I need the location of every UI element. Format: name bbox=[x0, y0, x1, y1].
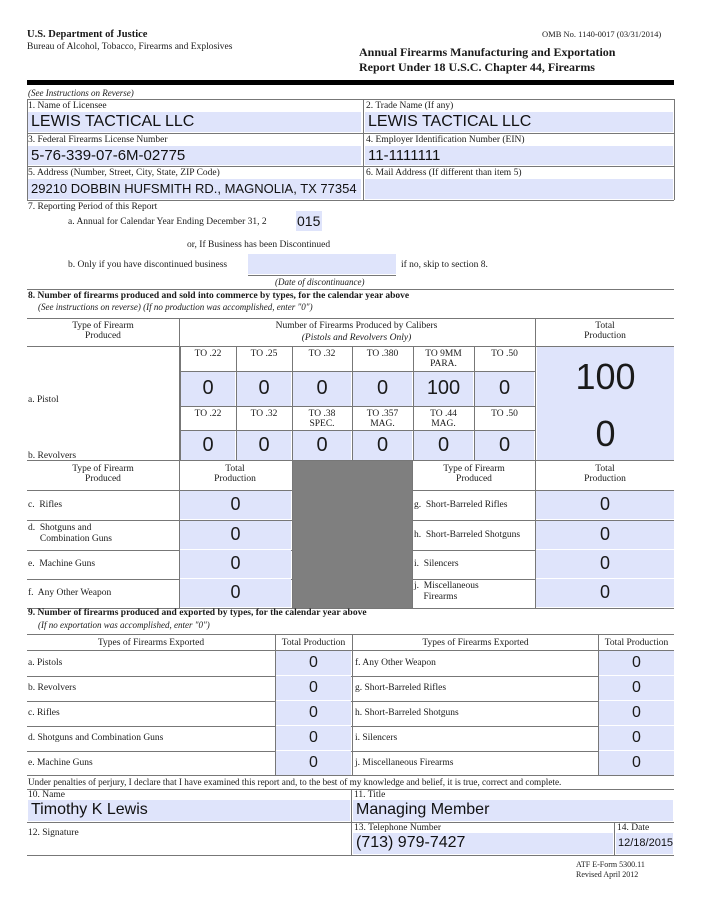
title-value: Managing Member bbox=[356, 801, 490, 818]
export-right-total-value: 0 bbox=[632, 729, 641, 746]
revolver-total-field[interactable] bbox=[537, 407, 674, 460]
row-label-rifles: c. Rifles bbox=[28, 500, 63, 510]
phone-field[interactable] bbox=[353, 833, 613, 854]
pistol-total-field[interactable] bbox=[537, 347, 674, 407]
name-label: 10. Name bbox=[28, 790, 65, 800]
export-row-label-right: i. Silencers bbox=[355, 733, 398, 743]
export-right-total-value: 0 bbox=[632, 654, 641, 671]
pistol-label: a. Pistol bbox=[28, 395, 59, 405]
pistol-caliber-value: 0 bbox=[498, 377, 511, 399]
grid-rule bbox=[292, 347, 293, 406]
export-row-label-left: e. Machine Guns bbox=[28, 758, 93, 768]
ffl-value: 5-76-339-07-6M-02775 bbox=[31, 147, 186, 164]
revised-date: Revised April 2012 bbox=[576, 870, 639, 879]
grid-rule bbox=[180, 347, 181, 406]
export-row-label-right: f. Any Other Weapon bbox=[355, 658, 436, 668]
grid-rule bbox=[292, 407, 293, 460]
silencers-total-value: 0 bbox=[599, 553, 610, 573]
date-value: 12/18/2015 bbox=[618, 837, 674, 849]
row-label-misc-firearms: j. Miscellaneous Firearms bbox=[414, 581, 479, 602]
export-left-total-value: 0 bbox=[309, 729, 318, 746]
discontinued-b-text: b. Only if you have discontinued business bbox=[68, 260, 228, 270]
export-left-total-value: 0 bbox=[309, 754, 318, 771]
grid-rule bbox=[474, 407, 475, 460]
revolver-caliber-value: 0 bbox=[202, 434, 214, 456]
annual-text: a. Annual for Calendar Year Ending December 31, 2 bbox=[68, 217, 267, 227]
bureau-name: Bureau of Alcohol, Tobacco, Firearms and Explosives bbox=[27, 42, 233, 52]
exported-total-header-left: Total Production bbox=[281, 638, 346, 648]
calibers-header: Number of Firearms Produced by Calibers bbox=[275, 321, 438, 331]
other-total-header-right: Total Production bbox=[584, 464, 626, 484]
title-field[interactable] bbox=[353, 800, 673, 821]
row-label-silencers: i. Silencers bbox=[414, 559, 459, 569]
revolver-caliber-value: 0 bbox=[316, 434, 328, 456]
discontinued-text: or, If Business has been Discontinued bbox=[187, 240, 331, 250]
reporting-period-label: 7. Reporting Period of this Report bbox=[28, 202, 158, 212]
phone-label: 13. Telephone Number bbox=[354, 823, 442, 833]
trade-name-value: LEWIS TACTICAL LLC bbox=[368, 113, 532, 130]
export-right-total-value: 0 bbox=[632, 754, 641, 771]
row-label-short-barreled-shotguns: h. Short-Barreled Shotguns bbox=[414, 530, 521, 540]
export-left-total-value: 0 bbox=[309, 704, 318, 721]
grid-rule bbox=[180, 406, 535, 407]
licensee-value: LEWIS TACTICAL LLC bbox=[31, 113, 195, 130]
pistol-caliber-value: 0 bbox=[376, 377, 389, 399]
omb-number: OMB No. 1140-0017 (03/31/2014) bbox=[542, 29, 662, 39]
grid-rule bbox=[413, 347, 414, 406]
row-label-shotguns: d. Shotguns and Combination Guns bbox=[28, 523, 112, 544]
rifles-total-value: 0 bbox=[230, 494, 241, 514]
date-label: 14. Date bbox=[617, 823, 650, 833]
total-production-header: Total Production bbox=[584, 321, 626, 341]
calibers-subheader: (Pistols and Revolvers Only) bbox=[301, 333, 412, 343]
revolver-caliber-label: TO .44 MAG. bbox=[430, 409, 457, 429]
discontinuance-date-field[interactable] bbox=[248, 254, 396, 274]
header-rule bbox=[27, 80, 674, 85]
exported-types-header-left: Types of Firearms Exported bbox=[97, 638, 205, 648]
date-field[interactable] bbox=[616, 833, 673, 854]
revolver-caliber-label: TO .357 MAG. bbox=[366, 409, 399, 429]
export-right-total-value: 0 bbox=[632, 679, 641, 696]
revolver-caliber-label: TO .50 bbox=[491, 409, 518, 419]
section9-title: 9. Number of firearms produced and exported by types, for the calendar year above bbox=[28, 608, 367, 618]
pistol-caliber-value: 0 bbox=[202, 377, 214, 399]
grid-rule bbox=[180, 407, 181, 460]
pistol-caliber-label: TO .50 bbox=[491, 349, 518, 359]
signature-label: 12. Signature bbox=[28, 828, 79, 838]
pistol-caliber-label: TO .25 bbox=[250, 349, 278, 359]
export-left-total-value: 0 bbox=[309, 679, 318, 696]
ein-field[interactable] bbox=[365, 146, 673, 165]
licensee-field[interactable] bbox=[28, 112, 361, 132]
export-left-total-value: 0 bbox=[309, 654, 318, 671]
grid-rule bbox=[352, 347, 353, 406]
pistol-caliber-label: TO .32 bbox=[308, 349, 336, 359]
row-label-machine-guns: e. Machine Guns bbox=[28, 559, 96, 569]
revolver-caliber-label: TO .38 SPEC. bbox=[308, 409, 336, 429]
grid-rule bbox=[180, 430, 535, 431]
name-field[interactable] bbox=[28, 800, 350, 821]
address-label: 5. Address (Number, Street, City, State, ZIP Code) bbox=[28, 168, 220, 178]
address-field[interactable] bbox=[28, 179, 361, 199]
row-label-any-other-weapon: f. Any Other Weapon bbox=[28, 588, 112, 598]
grid-rule bbox=[236, 407, 237, 460]
revolver-label: b. Revolvers bbox=[28, 451, 77, 461]
ffl-label: 3. Federal Firearms License Number bbox=[28, 135, 168, 145]
pistol-caliber-label: TO .22 bbox=[194, 349, 222, 359]
grid-rule bbox=[474, 347, 475, 406]
any-other-weapon-total-value: 0 bbox=[230, 582, 241, 602]
ein-label: 4. Employer Identification Number (EIN) bbox=[366, 135, 525, 145]
form-title-line1: Annual Firearms Manufacturing and Exportation bbox=[359, 45, 616, 59]
machine-guns-total-value: 0 bbox=[230, 553, 241, 573]
pistol-caliber-value: 0 bbox=[316, 377, 328, 399]
row-label-short-barreled-rifles: g. Short-Barreled Rifles bbox=[414, 500, 508, 510]
type-of-firearm-header: Type of Firearm Produced bbox=[72, 321, 134, 341]
address-value: 29210 DOBBIN HUFSMITH RD., MAGNOLIA, TX 77354 bbox=[31, 181, 357, 196]
pistol-total-value: 100 bbox=[575, 356, 636, 397]
export-row-label-right: h. Short-Barreled Shotguns bbox=[355, 708, 459, 718]
other-type-header-left: Type of Firearm Produced bbox=[72, 464, 134, 484]
misc-firearms-total-value: 0 bbox=[599, 582, 610, 602]
revolver-caliber-value: 0 bbox=[498, 434, 511, 456]
mail-address-label: 6. Mail Address (If different than item 5) bbox=[366, 168, 522, 178]
export-row-label-right: j. Miscellaneous Firearms bbox=[355, 758, 454, 768]
gray-block bbox=[292, 461, 412, 608]
mail-address-field[interactable] bbox=[365, 179, 673, 199]
see-instructions: (See Instructions on Reverse) bbox=[28, 88, 134, 98]
grid-rule bbox=[236, 347, 237, 406]
form-title-line2: Report Under 18 U.S.C. Chapter 44, Firearms bbox=[359, 60, 595, 74]
section9-subtitle: (If no exportation was accomplished, enter "0") bbox=[38, 620, 210, 630]
department-name: U.S. Department of Justice bbox=[27, 29, 148, 40]
other-type-header-right: Type of Firearm Produced bbox=[443, 464, 505, 484]
revolver-caliber-value: 0 bbox=[376, 434, 389, 456]
year-value: 015 bbox=[297, 213, 321, 229]
shotguns-total-value: 0 bbox=[230, 524, 241, 544]
short-barreled-shotguns-total-value: 0 bbox=[599, 524, 610, 544]
trade-name-field[interactable] bbox=[365, 112, 673, 132]
revolver-caliber-label: TO .22 bbox=[194, 409, 222, 419]
skip-text: if no, skip to section 8. bbox=[401, 260, 488, 270]
revolver-total-value: 0 bbox=[595, 413, 616, 454]
exported-total-header-right: Total Production bbox=[604, 638, 669, 648]
grid-rule bbox=[413, 407, 414, 460]
section8-subtitle: (See instructions on reverse) (If no production was accomplished, enter "0") bbox=[38, 302, 313, 312]
signature-field[interactable] bbox=[90, 823, 350, 855]
grid-rule bbox=[352, 407, 353, 460]
pistol-caliber-value: 100 bbox=[426, 377, 461, 399]
exported-types-header-right: Types of Firearms Exported bbox=[422, 638, 529, 648]
ffl-field[interactable] bbox=[28, 146, 361, 165]
licensee-label: 1. Name of Licensee bbox=[28, 101, 107, 111]
pistol-caliber-label: TO 9MM PARA. bbox=[425, 349, 462, 369]
export-right-total-value: 0 bbox=[632, 704, 641, 721]
grid-rule bbox=[180, 371, 535, 372]
form-number: ATF E-Form 5300.11 bbox=[576, 860, 645, 869]
export-row-label-left: d. Shotguns and Combination Guns bbox=[28, 733, 164, 743]
short-barreled-rifles-total-value: 0 bbox=[599, 494, 610, 514]
pistol-caliber-label: TO .380 bbox=[366, 349, 399, 359]
name-value: Timothy K Lewis bbox=[31, 801, 148, 818]
export-row-label-right: g. Short-Barreled Rifles bbox=[355, 683, 447, 693]
title-label: 11. Title bbox=[354, 790, 386, 800]
section8-title: 8. Number of firearms produced and sold into commerce by types, for the calendar year above bbox=[28, 291, 410, 301]
year-field[interactable] bbox=[296, 211, 322, 231]
date-caption: (Date of discontinuance) bbox=[275, 277, 365, 287]
export-row-label-left: b. Revolvers bbox=[28, 683, 77, 693]
phone-value: (713) 979-7427 bbox=[356, 834, 466, 851]
ein-value: 11-1111111 bbox=[368, 147, 441, 164]
revolver-caliber-value: 0 bbox=[437, 434, 450, 456]
pistol-caliber-value: 0 bbox=[258, 377, 270, 399]
other-total-header-left: Total Production bbox=[214, 464, 256, 484]
revolver-caliber-label: TO .32 bbox=[250, 409, 278, 419]
trade-name-label: 2. Trade Name (If any) bbox=[366, 101, 454, 111]
perjury-statement: Under penalties of perjury, I declare that I have examined this report and, to the best of my knowledge and belief, it is true, correct and complete. bbox=[28, 777, 562, 787]
revolver-caliber-value: 0 bbox=[258, 434, 270, 456]
export-row-label-left: a. Pistols bbox=[28, 658, 63, 668]
export-row-label-left: c. Rifles bbox=[28, 708, 60, 718]
